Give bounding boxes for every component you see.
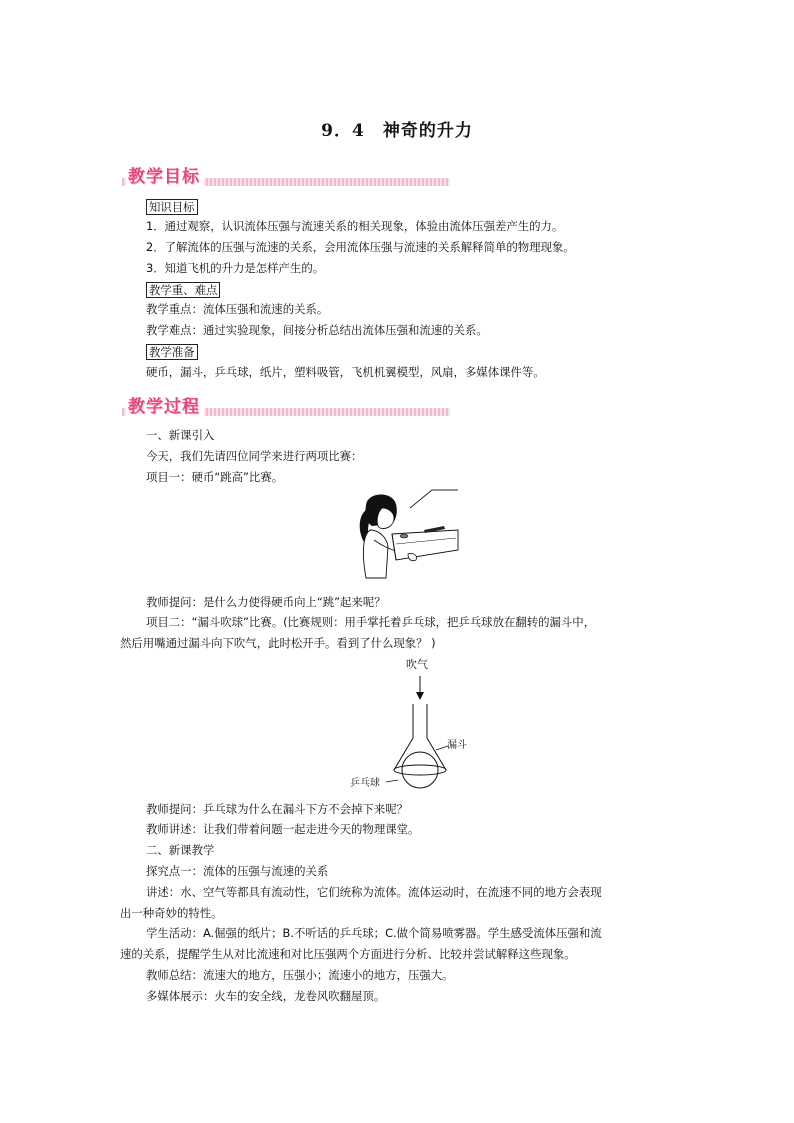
process-paragraph: 讲述：水、空气等都具有流动性，它们统称为流体。流体运动时，在流速不同的地方会表现 xyxy=(146,885,602,899)
process-paragraph: 出一种奇妙的特性。 xyxy=(120,906,223,920)
process-paragraph: 教师总结：流速大的地方，压强小；流速小的地方，压强大。 xyxy=(146,968,454,982)
funnel-label-blow: 吹气 xyxy=(406,658,428,671)
section-title-objectives: 教学目标 xyxy=(126,162,204,187)
process-paragraph: 今天，我们先请四位同学来进行两项比赛： xyxy=(146,449,363,463)
process-paragraph: 探究点一：流体的压强与流速的关系 xyxy=(146,864,329,878)
section-banner-objectives xyxy=(122,162,450,188)
coin-jump-illustration xyxy=(352,486,462,586)
objective-item-2: 2．了解流体的压强与流速的关系，会用流体压强与流速的关系解释简单的物理现象。 xyxy=(146,240,575,254)
funnel-ball-illustration xyxy=(380,672,490,790)
funnel-label-ball: 乒乓球 xyxy=(350,778,380,789)
process-paragraph: 教师提问：乒乓球为什么在漏斗下方不会掉下来呢？ xyxy=(146,802,408,816)
objective-item-3: 3．知道飞机的升力是怎样产生的。 xyxy=(146,261,325,275)
process-paragraph: 然后用嘴通过漏斗向下吹气，此时松开手。看到了什么现象？ ) xyxy=(120,636,436,650)
funnel-label-funnel: 漏斗 xyxy=(447,740,467,751)
preparation-text: 硬币，漏斗，乒乓球，纸片，塑料吸管，飞机机翼模型，风扇，多媒体课件等。 xyxy=(146,365,545,379)
difficult-point: 教学难点：通过实验现象，间接分析总结出流体压强和流速的关系。 xyxy=(146,323,488,337)
process-heading-teaching: 二、新课教学 xyxy=(146,843,215,857)
process-heading-intro: 一、新课引入 xyxy=(146,428,215,442)
process-paragraph: 项目二：“漏斗吹球”比赛。(比赛规则：用手掌托着乒乓球，把乒乓球放在翻转的漏斗中， xyxy=(146,615,596,629)
key-points-heading: 教学重、难点 xyxy=(146,282,220,298)
section-banner-process xyxy=(122,392,450,418)
knowledge-objectives-heading: 知识目标 xyxy=(146,199,198,215)
process-paragraph: 教师提问：是什么力使得硬币向上“跳”起来呢？ xyxy=(146,595,386,609)
process-paragraph: 速的关系，提醒学生从对比流速和对比压强两个方面进行分析、比较并尝试解释这些现象。 xyxy=(120,947,576,961)
objective-item-1: 1．通过观察，认识流体压强与流速关系的相关现象，体验由流体压强差产生的力。 xyxy=(146,219,564,233)
process-paragraph: 多媒体展示：火车的安全线，龙卷风吹翻屋顶。 xyxy=(146,989,386,1003)
section-title-process: 教学过程 xyxy=(126,392,204,417)
preparation-heading: 教学准备 xyxy=(146,344,198,360)
page-title: 9．4 神奇的升力 xyxy=(321,121,473,141)
key-point: 教学重点：流体压强和流速的关系。 xyxy=(146,302,329,316)
process-paragraph: 学生活动：A.倔强的纸片；B.不听话的乒乓球；C.做个简易喷雾器。学生感受流体压强和流 xyxy=(146,926,602,940)
process-paragraph: 教师讲述：让我们带着问题一起走进今天的物理课堂。 xyxy=(146,822,420,836)
process-paragraph: 项目一：硬币“跳高”比赛。 xyxy=(146,470,284,484)
